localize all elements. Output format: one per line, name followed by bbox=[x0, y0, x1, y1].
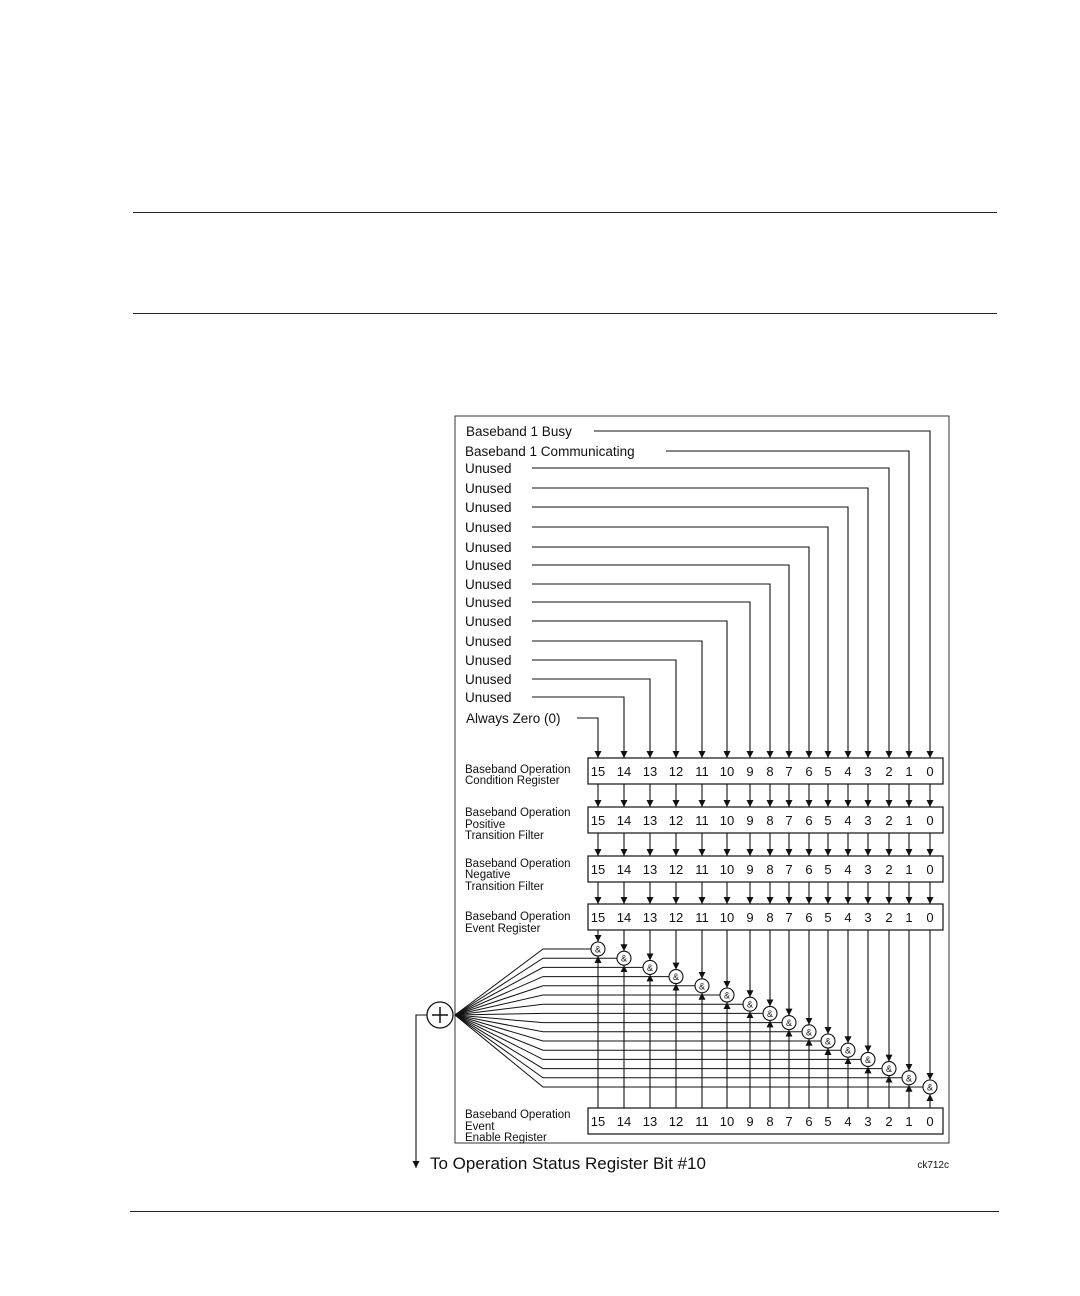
register-label: Positive bbox=[465, 819, 506, 831]
gate-to-summary-line bbox=[455, 967, 643, 1015]
register-bit: 3 bbox=[864, 1114, 872, 1129]
register-bit: 1 bbox=[905, 813, 913, 828]
register-bit: 11 bbox=[695, 862, 709, 877]
register-bit: 2 bbox=[885, 1114, 893, 1129]
register-bit: 8 bbox=[766, 862, 774, 877]
register-bit: 9 bbox=[746, 1114, 754, 1129]
signal-line bbox=[532, 660, 676, 758]
register-bit: 14 bbox=[616, 764, 632, 779]
register-bit: 14 bbox=[616, 813, 632, 828]
and-gate-label: & bbox=[594, 944, 602, 955]
gate-to-summary-line bbox=[455, 1015, 782, 1023]
and-gate-label: & bbox=[864, 1054, 872, 1065]
gate-to-summary-line bbox=[455, 977, 669, 1015]
and-gate-label: & bbox=[885, 1064, 893, 1075]
and-gate-label: & bbox=[824, 1036, 832, 1047]
and-gate-label: & bbox=[672, 972, 680, 983]
register-bit: 1 bbox=[905, 764, 913, 779]
register-label: Transition Filter bbox=[465, 881, 544, 893]
register-label: Negative bbox=[465, 869, 511, 881]
signal-label: Unused bbox=[465, 577, 512, 592]
register-bit: 1 bbox=[905, 1114, 913, 1129]
register-bit: 13 bbox=[642, 910, 658, 925]
signal-label: Unused bbox=[465, 540, 512, 555]
register-bit: 2 bbox=[885, 813, 893, 828]
register-bit: 11 bbox=[695, 813, 709, 828]
and-gate-label: & bbox=[766, 1008, 774, 1019]
signal-line bbox=[532, 697, 624, 758]
signal-label: Unused bbox=[465, 595, 512, 610]
register-bit: 11 bbox=[695, 1114, 709, 1129]
register-bit: 12 bbox=[668, 764, 684, 779]
signal-line bbox=[532, 547, 809, 758]
register-bit: 15 bbox=[590, 862, 606, 877]
signal-line bbox=[594, 431, 930, 758]
register-bit: 0 bbox=[926, 764, 934, 779]
register-label: Baseband Operation bbox=[465, 764, 571, 776]
register-bit: 6 bbox=[805, 862, 813, 877]
figure-code: ck712c bbox=[917, 1160, 949, 1171]
register-bit: 8 bbox=[766, 1114, 774, 1129]
register-label: Baseband Operation bbox=[465, 911, 571, 923]
register-bit: 4 bbox=[844, 1114, 852, 1129]
summary-output-label: To Operation Status Register Bit #10 bbox=[430, 1154, 706, 1173]
register-bit: 15 bbox=[590, 910, 606, 925]
signal-line bbox=[532, 602, 750, 758]
register-label: Transition Filter bbox=[465, 830, 544, 842]
register-bit: 14 bbox=[616, 862, 632, 877]
signal-label: Always Zero (0) bbox=[466, 711, 561, 726]
register-bit: 15 bbox=[590, 813, 606, 828]
register-bit: 14 bbox=[616, 1114, 632, 1129]
register-bit: 12 bbox=[668, 910, 684, 925]
register-label: Event Register bbox=[465, 923, 541, 935]
register-bit: 11 bbox=[695, 910, 709, 925]
register-bit: 13 bbox=[642, 764, 658, 779]
register-bit: 13 bbox=[642, 1114, 658, 1129]
and-gate-label: & bbox=[746, 999, 754, 1010]
register-bit: 0 bbox=[926, 813, 934, 828]
and-gate-label: & bbox=[723, 990, 731, 1001]
register-bit: 5 bbox=[824, 862, 832, 877]
register-bit: 7 bbox=[785, 862, 793, 877]
register-bit: 12 bbox=[668, 862, 684, 877]
register-bit: 6 bbox=[805, 813, 813, 828]
register-bit: 10 bbox=[719, 1114, 735, 1129]
register-bit: 1 bbox=[905, 910, 913, 925]
register-label: Enable Register bbox=[465, 1132, 547, 1144]
register-bit: 12 bbox=[668, 1114, 684, 1129]
register-bit: 4 bbox=[844, 764, 852, 779]
register-bit: 6 bbox=[805, 1114, 813, 1129]
register-bit: 12 bbox=[668, 813, 684, 828]
register-bit: 5 bbox=[824, 910, 832, 925]
register-label: Baseband Operation bbox=[465, 1109, 571, 1121]
signal-label: Unused bbox=[465, 481, 512, 496]
signal-label: Unused bbox=[465, 653, 512, 668]
register-bit: 3 bbox=[864, 764, 872, 779]
register-bit: 13 bbox=[642, 813, 658, 828]
signal-label: Unused bbox=[465, 558, 512, 573]
register-bit: 15 bbox=[590, 764, 606, 779]
summary-output-arrow bbox=[416, 1015, 427, 1168]
register-bit: 10 bbox=[719, 910, 735, 925]
register-bit: 2 bbox=[885, 910, 893, 925]
register-bit: 7 bbox=[785, 813, 793, 828]
register-bit: 3 bbox=[864, 910, 872, 925]
register-bit: 9 bbox=[746, 862, 754, 877]
signal-label: Unused bbox=[465, 461, 512, 476]
register-bit: 3 bbox=[864, 862, 872, 877]
register-bit: 5 bbox=[824, 764, 832, 779]
register-bit: 5 bbox=[824, 1114, 832, 1129]
gate-to-summary-line bbox=[455, 1013, 763, 1015]
register-bit: 9 bbox=[746, 910, 754, 925]
gate-to-summary-line bbox=[455, 1015, 861, 1059]
register-bit: 7 bbox=[785, 1114, 793, 1129]
register-bit: 4 bbox=[844, 910, 852, 925]
signal-line bbox=[532, 468, 889, 758]
register-bit: 1 bbox=[905, 862, 913, 877]
register-label: Baseband Operation bbox=[465, 858, 571, 870]
gate-to-summary-line bbox=[455, 949, 591, 1015]
and-gate-label: & bbox=[620, 953, 628, 964]
register-bit: 5 bbox=[824, 813, 832, 828]
register-bit: 8 bbox=[766, 910, 774, 925]
signal-label: Unused bbox=[465, 520, 512, 535]
register-bit: 11 bbox=[695, 764, 709, 779]
signal-label: Unused bbox=[465, 672, 512, 687]
and-gate-label: & bbox=[646, 962, 654, 973]
register-label: Condition Register bbox=[465, 775, 560, 787]
register-bit: 3 bbox=[864, 813, 872, 828]
register-bit: 10 bbox=[719, 813, 735, 828]
register-bit: 9 bbox=[746, 764, 754, 779]
signal-label: Baseband 1 Busy bbox=[466, 424, 572, 439]
register-bit: 9 bbox=[746, 813, 754, 828]
register-label: Event bbox=[465, 1121, 495, 1133]
register-bit: 2 bbox=[885, 764, 893, 779]
register-bit: 13 bbox=[642, 862, 658, 877]
and-gate-label: & bbox=[905, 1073, 913, 1084]
signal-label: Unused bbox=[465, 500, 512, 515]
signal-line bbox=[532, 527, 828, 758]
and-gate-label: & bbox=[844, 1045, 852, 1056]
register-bit: 14 bbox=[616, 910, 632, 925]
register-bit: 0 bbox=[926, 862, 934, 877]
register-bit: 4 bbox=[844, 813, 852, 828]
register-bit: 8 bbox=[766, 813, 774, 828]
signal-label: Baseband 1 Communicating bbox=[465, 444, 635, 459]
register-bit: 10 bbox=[719, 764, 735, 779]
signal-label: Unused bbox=[465, 634, 512, 649]
register-bit: 7 bbox=[785, 764, 793, 779]
and-gate-label: & bbox=[805, 1027, 813, 1038]
and-gate-label: & bbox=[785, 1018, 793, 1029]
signal-line bbox=[532, 507, 848, 758]
register-bit: 0 bbox=[926, 910, 934, 925]
register-bit: 2 bbox=[885, 862, 893, 877]
and-gate-label: & bbox=[926, 1082, 934, 1093]
register-bit: 4 bbox=[844, 862, 852, 877]
register-bit: 8 bbox=[766, 764, 774, 779]
register-bit: 10 bbox=[719, 862, 735, 877]
register-bit: 7 bbox=[785, 910, 793, 925]
register-bit: 0 bbox=[926, 1114, 934, 1129]
signal-label: Unused bbox=[465, 614, 512, 629]
and-gate-label: & bbox=[698, 981, 706, 992]
signal-line bbox=[577, 718, 598, 758]
signal-line bbox=[532, 584, 770, 758]
register-bit: 6 bbox=[805, 910, 813, 925]
register-bit: 15 bbox=[590, 1114, 606, 1129]
signal-label: Unused bbox=[465, 690, 512, 705]
register-label: Baseband Operation bbox=[465, 807, 571, 819]
register-bit: 6 bbox=[805, 764, 813, 779]
